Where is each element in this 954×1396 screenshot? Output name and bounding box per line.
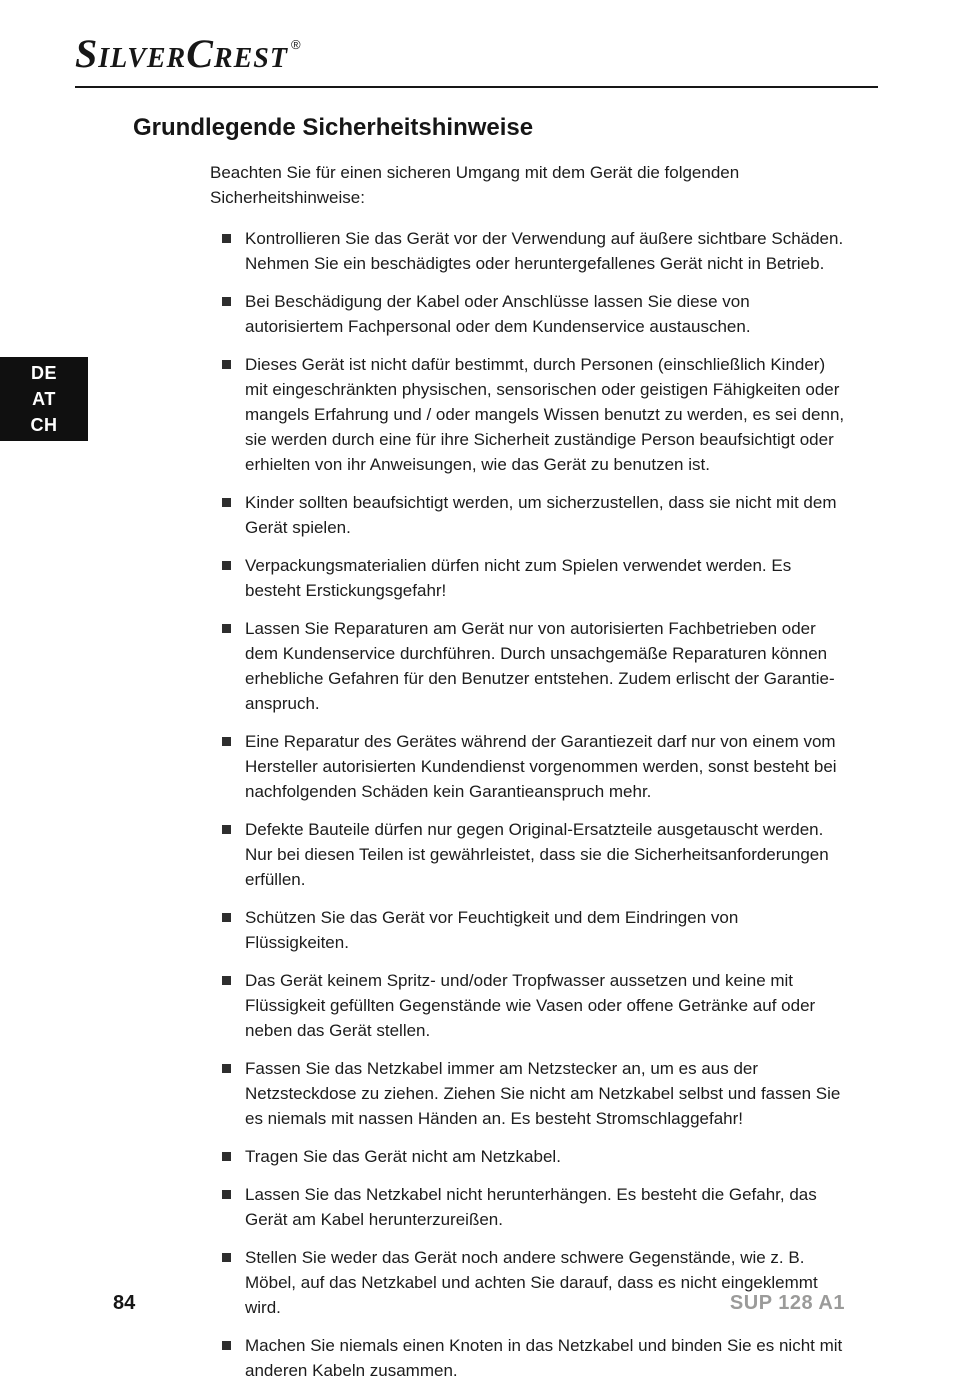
instruction-text: Defekte Bauteile dürfen nur gegen Original-Ersatzteile ausgetauscht werden. Nur bei diesen Teilen ist gewährleistet, dass sie die Sicherheitsanforderungen erfüllen. [245,820,829,889]
instruction-text: Dieses Gerät ist nicht dafür bestimmt, durch Personen (einschließlich Kinder) mit eingeschränkten physischen, sensorischen oder geistigen Fähigkeiten oder mangels Erfahrung und / oder mangels Wissen benutzt zu werden, es sei denn, sie werden durch eine für ihre Sicherheit zuständige Person beaufsichtigt oder erhielten von ihr Anweisungen, wie das Gerät zu benutzen ist. [245,355,845,474]
list-item [222,490,845,540]
instruction-text: Lassen Sie das Netzkabel nicht herunterhängen. Es besteht die Gefahr, das Gerät am Kabel herunterzureißen. [245,1185,817,1229]
square-bullet-icon [222,234,231,243]
list-item [222,616,845,716]
square-bullet-icon [222,498,231,507]
square-bullet-icon [222,1253,231,1262]
square-bullet-icon [222,1064,231,1073]
instruction-text: Stellen Sie weder das Gerät noch andere schwere Gegenstände, wie z. B. Möbel, auf das Netzkabel und achten Sie darauf, dass es nicht eingeklemmt wird. [245,1248,818,1317]
instruction-text: Verpackungsmaterialien dürfen nicht zum Spielen verwendet werden. Es besteht Erstickungsgefahr! [245,556,792,600]
main-content [0,88,954,1383]
list-item [222,1182,845,1232]
instruction-text: Eine Reparatur des Gerätes während der Garantiezeit darf nur von einem vom Hersteller autorisierten Kundendienst vorgenommen werden, sonst besteht bei nachfolgenden Schäden kein Garantieanspruch mehr. [245,732,837,801]
intro-text: Beachten Sie für einen sicheren Umgang mit dem Gerät die folgenden Sicherheitshinweise: [210,163,740,207]
square-bullet-icon [222,976,231,985]
instruction-text: Tragen Sie das Gerät nicht am Netzkabel. [245,1147,561,1166]
safety-instructions-list [210,226,845,1383]
list-item [222,553,845,603]
square-bullet-icon [222,913,231,922]
list-item [222,1056,845,1131]
square-bullet-icon [222,297,231,306]
list-item [222,968,845,1043]
lang-ch: CH [30,415,58,435]
lang-at: AT [32,389,56,409]
model-number: SUP 128 A1 [729,1292,845,1314]
square-bullet-icon [222,1341,231,1350]
instruction-text: Kinder sollten beaufsichtigt werden, um sicherzustellen, dass sie nicht mit dem Gerät spielen. [245,493,837,537]
list-item [222,289,845,339]
instruction-text: Fassen Sie das Netzkabel immer am Netzstecker an, um es aus der Netzsteckdose zu ziehen. Ziehen Sie nicht am Netzkabel selbst und fassen Sie es niemals mit nassen Händen an. Es besteht Stromschlaggefahr! [245,1059,841,1128]
instruction-text: Bei Beschädigung der Kabel oder Anschlüsse lassen Sie diese von autorisiertem Fachpersonal oder dem Kundenservice austauschen. [245,292,751,336]
page-title: Grundlegende Sicherheitshinweise [133,114,534,141]
list-item [222,1333,845,1383]
instruction-text: Lassen Sie Reparaturen am Gerät nur von autorisierten Fachbetrieben oder dem Kundenservice durchführen. Durch unsachgemäße Reparaturen können erhebliche Gefahren für den Benutzer entstehen. Zudem erlischt der Garantieanspruch. [245,619,835,713]
list-item [222,729,845,804]
silvercrest-logo [75,31,878,76]
page-number: 84 [113,1292,136,1314]
list-item [222,1144,845,1169]
instruction-text: Schützen Sie das Gerät vor Feuchtigkeit und dem Eindringen von Flüssigkeiten. [245,908,739,952]
language-tab [0,357,88,441]
instruction-text: Machen Sie niemals einen Knoten in das Netzkabel und binden Sie es nicht mit anderen Kabeln zusammen. [245,1336,843,1380]
square-bullet-icon [222,360,231,369]
square-bullet-icon [222,825,231,834]
square-bullet-icon [222,1190,231,1199]
square-bullet-icon [222,737,231,746]
instruction-text: Das Gerät keinem Spritz- und/oder Tropfwasser aussetzen und keine mit Flüssigkeit gefüllten Gegenstände wie Vasen oder offene Getränke auf oder neben das Gerät stellen. [245,971,816,1040]
list-item [222,226,845,276]
list-item [222,905,845,955]
logo-text: SilverCrest [75,31,288,76]
page-header [0,0,954,88]
list-item [222,817,845,892]
page-footer [113,1292,845,1315]
list-item [222,352,845,477]
square-bullet-icon [222,561,231,570]
registered-trademark-icon: ® [290,37,301,52]
lang-de: DE [30,363,57,383]
square-bullet-icon [222,1152,231,1161]
instruction-text: Kontrollieren Sie das Gerät vor der Verwendung auf äußere sichtbare Schäden. Nehmen Sie ein beschädigtes oder heruntergefallenes Gerät nicht in Betrieb. [245,229,844,273]
square-bullet-icon [222,624,231,633]
